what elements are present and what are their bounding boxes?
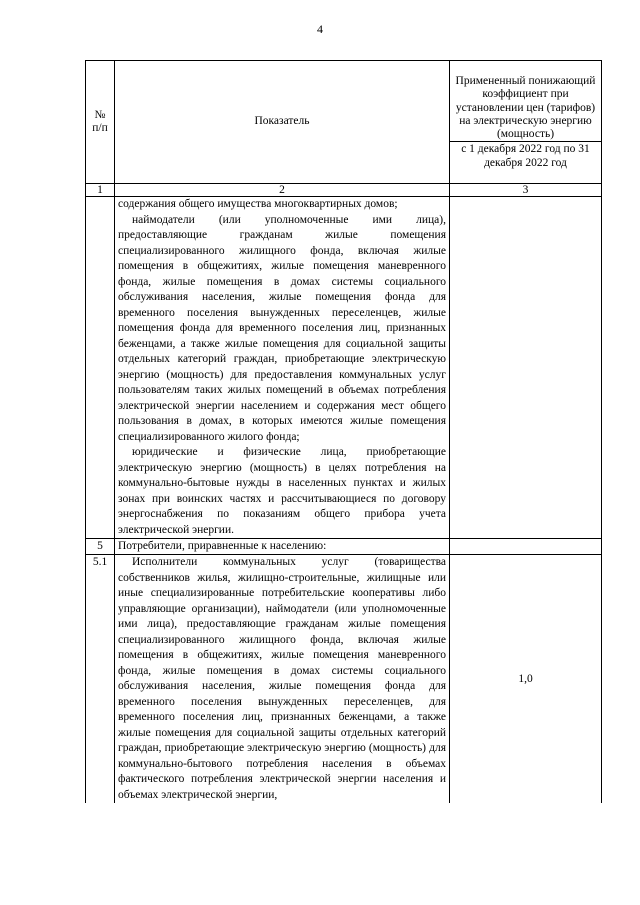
column-number-3: 3 [450,184,602,197]
header-name-label: Показатель [254,115,310,128]
row-5-1-text [115,555,450,804]
continued-paragraph: наймодатели (или уполномоченные ими лица), предоставляющие гражданам жилые помещения специализированного жилищного фонда, включая жилые помещения в общежитиях, жилые помещения маневренного фонда, жилые помещения в домах системы социального обслуживания населения, жилые помещения фонда для временного поселения вынужденных переселенцев, жилые помещения фонда для временного поселения лиц, признанных беженцами, а также жилые помещения для социальной защиты отдельных категорий граждан, приобретающие электрическую энергию (мощность) для предоставления коммунальных услуг пользователям таких жилых помещений в объемах потребления электрической энергии населением и содержания мест общего пользования в домах, в которых имеются жилые помещения специализированного жилого фонда; [118,213,446,443]
row-5-text [115,539,450,555]
column-number-1: 1 [86,184,115,197]
row-5-num: 5 [86,539,115,555]
continued-row-value [450,197,602,539]
tariff-table [85,60,602,803]
header-period-label: с 1 декабря 2022 год по 31 декабря 2022 год [450,141,601,170]
row-5-label: Потребители, приравненные к населению: [118,540,327,552]
header-num-label: № п/п [92,108,108,134]
continued-row-num [86,197,115,539]
row-5 [86,539,602,555]
row-5-1-value: 1,0 [450,555,602,804]
column-numbers-row [86,184,602,197]
table-header-row [86,61,602,184]
page-number: 4 [317,22,323,36]
continued-paragraph: содержания общего имущества многоквартирных домов; [118,198,398,210]
header-coef [450,61,602,184]
continued-paragraph: юридические и физические лица, приобретающие электрическую энергию (мощность) в целях потребления на коммунально-бытовые нужды в населенных пунктах и жилых зонах при воинских частях и рассчитывающиеся по договору энергоснабжения по показаниям общего прибора учета электрической энергии. [118,446,446,536]
row-5-value [450,539,602,555]
column-number-2: 2 [115,184,450,197]
continued-row-text [115,197,450,539]
header-name [115,61,450,184]
row-5-1-num: 5.1 [86,555,115,804]
header-coef-label: Примененный понижающий коэффициент при установлении цен (тарифов) на электрическую энергию (мощность) [455,74,596,141]
row-5-1 [86,555,602,804]
row-5-1-paragraph: Исполнители коммунальных услуг (товарищества собственников жилья, жилищно-строительные, жилищные или иные специализированные потребительские кооперативы либо управляющие организации), наймодатели (или уполномоченные ими лица), предоставляющие гражданам жилые помещения специализированного жилищного фонда, включая жилые помещения в общежитиях, жилые помещения маневренного фонда, жилые помещения в домах системы социального обслуживания населения, жилые помещения фонда для временного поселения вынужденных переселенцев, для временного поселения лиц, признанных беженцами, а также жилые помещения для социальной защиты отдельных категорий граждан, приобретающие электрическую энергию (мощность) для коммунально-бытового потребления населения в объемах фактического потребления электрической энергии населения и объемах электрической энергии, [118,556,446,801]
header-num [86,61,115,184]
continued-row [86,197,602,539]
